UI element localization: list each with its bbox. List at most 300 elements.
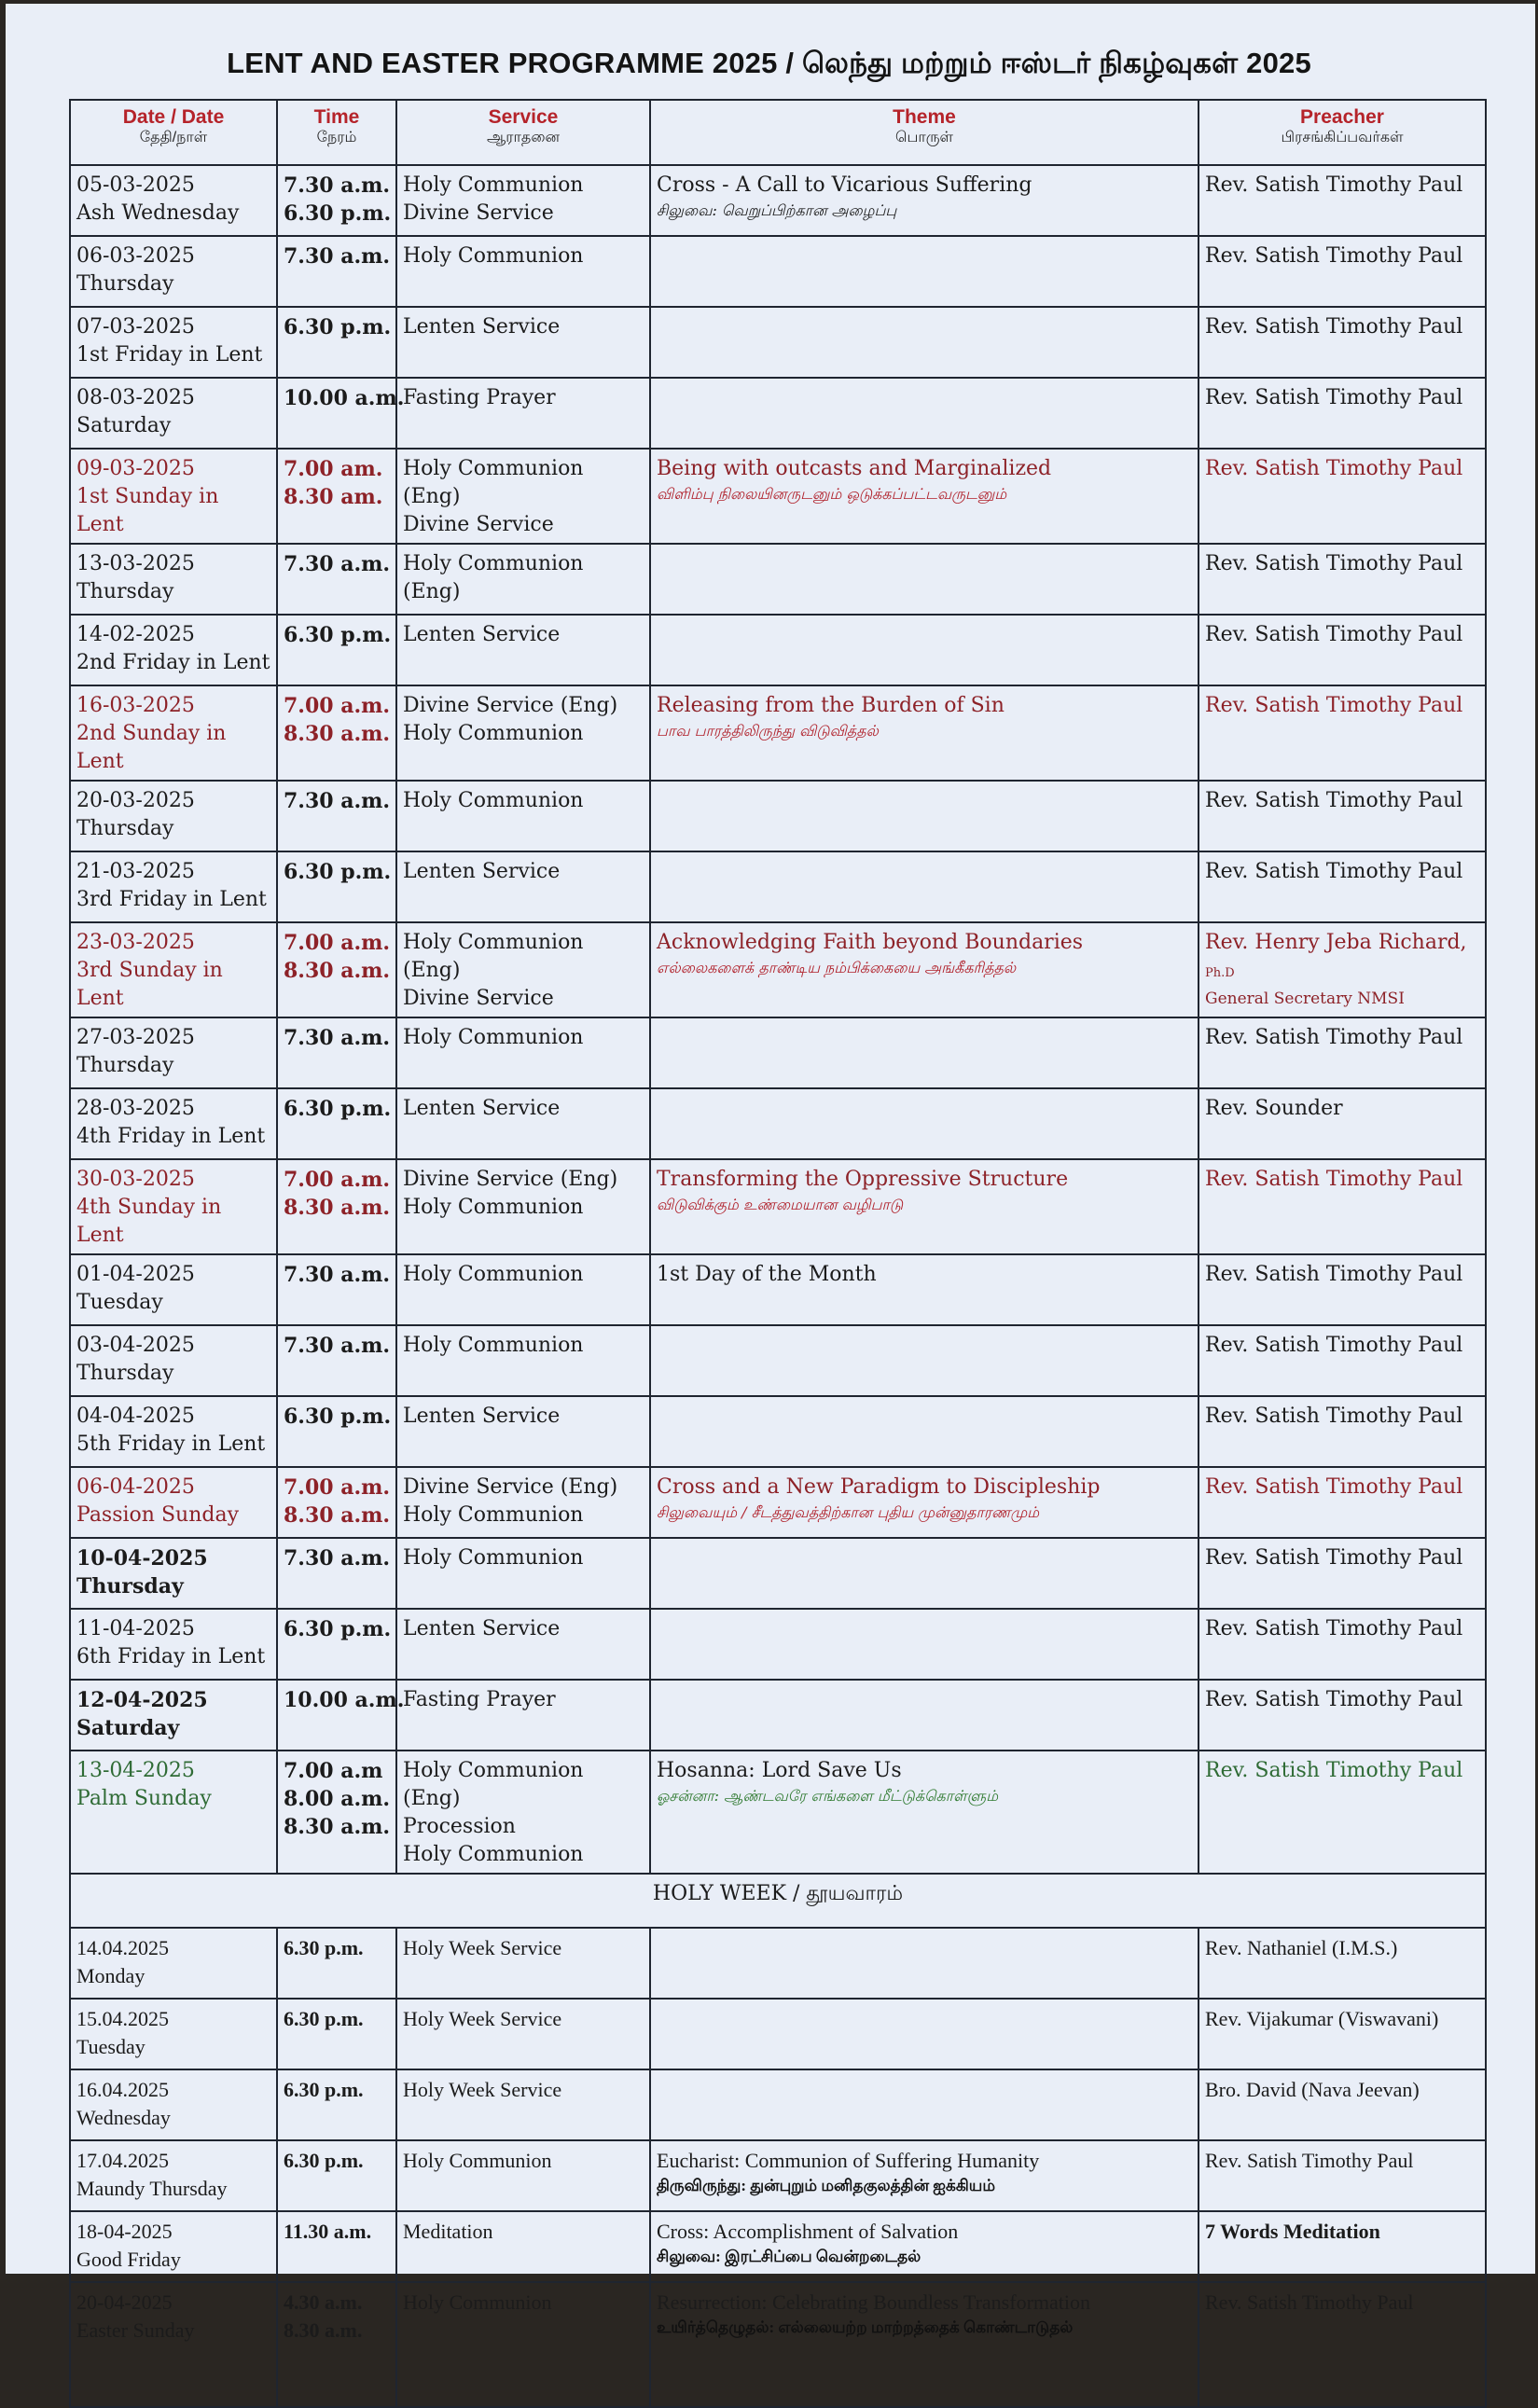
theme-tamil: சிலுவையும் / சீடத்துவத்திற்கான புதிய முன்னுதாரணமும் bbox=[657, 1503, 1040, 1521]
service-cell bbox=[396, 378, 650, 449]
table-row bbox=[70, 1017, 1486, 1088]
preacher: Rev. Satish Timothy Paul bbox=[1205, 1475, 1463, 1499]
table-row bbox=[70, 1396, 1486, 1467]
theme-cell bbox=[650, 1680, 1199, 1751]
date: 15.04.2025 bbox=[76, 2007, 169, 2030]
theme: Cross: Accomplishment of Salvation bbox=[657, 2220, 959, 2243]
date-cell bbox=[70, 851, 277, 922]
day-label: Thursday bbox=[76, 1362, 174, 1385]
time-cell bbox=[277, 165, 396, 236]
theme-tamil: திருவிருந்து: துன்புறும் மனிதகுலத்தின் ஐக்கியம் bbox=[657, 2177, 996, 2194]
service-cell bbox=[396, 615, 650, 685]
date-cell bbox=[70, 307, 277, 378]
date-cell bbox=[70, 922, 277, 1017]
day-label: 4th Sunday in Lent bbox=[76, 1196, 222, 1247]
time-cell bbox=[277, 2282, 396, 2407]
header-date-ta: தேதி/நாள் bbox=[139, 130, 208, 145]
date: 20-04-2025 bbox=[76, 2290, 173, 2314]
theme-cell bbox=[650, 1538, 1199, 1609]
date: 04-04-2025 bbox=[76, 1405, 195, 1428]
day-label: 4th Friday in Lent bbox=[76, 1125, 266, 1148]
time-cell bbox=[277, 1751, 396, 1874]
service: Divine Service bbox=[403, 201, 554, 225]
date-cell bbox=[70, 2282, 277, 2407]
table-row bbox=[70, 1609, 1486, 1680]
day-label: 3rd Sunday in Lent bbox=[76, 959, 223, 1010]
date-cell bbox=[70, 1159, 277, 1254]
table-row bbox=[70, 307, 1486, 378]
preacher: Rev. Satish Timothy Paul bbox=[1205, 1546, 1463, 1570]
date-cell bbox=[70, 1609, 277, 1680]
time: 11.30 a.m. bbox=[284, 2220, 372, 2243]
header-date bbox=[70, 100, 277, 165]
theme-tamil: விளிம்பு நிலையினருடனும் ஒடுக்கப்பட்டவருடனும் bbox=[657, 485, 1007, 503]
theme-cell bbox=[650, 1999, 1199, 2069]
time: 8.30 am. bbox=[284, 485, 383, 509]
date-cell bbox=[70, 1928, 277, 1999]
preacher-cell bbox=[1199, 1325, 1486, 1396]
service-cell bbox=[396, 1159, 650, 1254]
theme-cell bbox=[650, 615, 1199, 685]
day-label: Thursday bbox=[76, 580, 174, 603]
date-cell bbox=[70, 1680, 277, 1751]
preacher: Rev. Satish Timothy Paul bbox=[1205, 1617, 1463, 1640]
lent-rows bbox=[70, 165, 1486, 1874]
theme-cell bbox=[650, 1467, 1199, 1538]
preacher: Bro. David (Nava Jeevan) bbox=[1205, 2078, 1420, 2101]
preacher: Rev. Vijakumar (Viswavani) bbox=[1205, 2007, 1439, 2030]
service-cell bbox=[396, 307, 650, 378]
table-row bbox=[70, 1680, 1486, 1751]
service-cell bbox=[396, 781, 650, 851]
service: Holy Communion (Eng) bbox=[403, 457, 584, 508]
theme: Being with outcasts and Marginalized bbox=[657, 457, 1052, 480]
day-label: Passion Sunday bbox=[76, 1503, 239, 1527]
time-cell bbox=[277, 685, 396, 781]
service-cell bbox=[396, 851, 650, 922]
holy-week-heading-row bbox=[70, 1874, 1486, 1928]
date-cell bbox=[70, 378, 277, 449]
date-cell bbox=[70, 1538, 277, 1609]
table-row bbox=[70, 165, 1486, 236]
time-cell bbox=[277, 851, 396, 922]
preacher: Rev. Satish Timothy Paul bbox=[1205, 1405, 1463, 1428]
day-label: Saturday bbox=[76, 1716, 180, 1740]
theme-tamil: ஓசன்னா: ஆண்டவரே எங்களை மீட்டுக்கொள்ளும் bbox=[657, 1787, 999, 1805]
preacher-cell bbox=[1199, 2211, 1486, 2282]
service-cell bbox=[396, 2282, 650, 2407]
time: 6.30 p.m. bbox=[284, 2149, 364, 2172]
date-cell bbox=[70, 544, 277, 615]
time: 6.30 p.m. bbox=[284, 315, 392, 339]
date-cell bbox=[70, 1999, 277, 2069]
date-cell bbox=[70, 685, 277, 781]
service: Holy Communion bbox=[403, 1546, 584, 1570]
preacher-cell bbox=[1199, 1928, 1486, 1999]
preacher-cell bbox=[1199, 378, 1486, 449]
service-cell bbox=[396, 1928, 650, 1999]
day-label: 6th Friday in Lent bbox=[76, 1645, 266, 1668]
time-cell bbox=[277, 1928, 396, 1999]
date: 18-04-2025 bbox=[76, 2220, 173, 2243]
header-theme bbox=[650, 100, 1199, 165]
theme: Releasing from the Burden of Sin bbox=[657, 694, 1005, 717]
time: 7.30 a.m. bbox=[284, 789, 391, 813]
theme-cell bbox=[650, 449, 1199, 544]
preacher-cell bbox=[1199, 1396, 1486, 1467]
theme-tamil: பாவ பாரத்திலிருந்து விடுவித்தல் bbox=[657, 722, 879, 740]
time-cell bbox=[277, 1467, 396, 1538]
preacher-cell bbox=[1199, 2140, 1486, 2211]
service-cell bbox=[396, 2140, 650, 2211]
table-row bbox=[70, 236, 1486, 307]
day-label: 1st Friday in Lent bbox=[76, 343, 263, 367]
preacher-title: General Secretary NMSI bbox=[1205, 989, 1405, 1008]
preacher: Rev. Henry Jeba Richard, bbox=[1205, 931, 1467, 954]
service-cell bbox=[396, 1088, 650, 1159]
time: 6.30 p.m. bbox=[284, 1617, 392, 1641]
time-cell bbox=[277, 2140, 396, 2211]
table-row bbox=[70, 1254, 1486, 1325]
service: Divine Service bbox=[403, 513, 554, 536]
preacher: Rev. Satish Timothy Paul bbox=[1205, 457, 1463, 480]
preacher: Rev. Satish Timothy Paul bbox=[1205, 1263, 1463, 1286]
service: Divine Service (Eng) bbox=[403, 694, 618, 717]
service-cell bbox=[396, 236, 650, 307]
table-row bbox=[70, 2069, 1486, 2140]
date-cell bbox=[70, 1325, 277, 1396]
service: Holy Communion bbox=[403, 1843, 584, 1866]
date-cell bbox=[70, 781, 277, 851]
time-cell bbox=[277, 615, 396, 685]
preacher: Rev. Satish Timothy Paul bbox=[1205, 694, 1463, 717]
preacher-cell bbox=[1199, 615, 1486, 685]
time: 8.30 a.m. bbox=[284, 722, 391, 746]
header-theme-en: Theme bbox=[893, 106, 956, 128]
day-label: 3rd Friday in Lent bbox=[76, 888, 267, 911]
header-service-en: Service bbox=[488, 106, 559, 128]
day-label: Maundy Thursday bbox=[76, 2177, 228, 2200]
preacher-cell bbox=[1199, 2069, 1486, 2140]
service: Holy Communion bbox=[403, 1503, 584, 1527]
service-cell bbox=[396, 544, 650, 615]
table-row bbox=[70, 1928, 1486, 1999]
time: 7.00 am. bbox=[284, 457, 383, 481]
service-cell bbox=[396, 1396, 650, 1467]
theme-cell bbox=[650, 685, 1199, 781]
service-cell bbox=[396, 685, 650, 781]
service: Holy Communion (Eng) bbox=[403, 1759, 584, 1810]
time: 6.30 p.m. bbox=[284, 2078, 364, 2101]
preacher: Rev. Satish Timothy Paul bbox=[1205, 2149, 1414, 2172]
service: Holy Communion bbox=[403, 1026, 584, 1049]
preacher: Rev. Satish Timothy Paul bbox=[1205, 173, 1463, 197]
theme-cell bbox=[650, 2282, 1199, 2407]
service: Holy Communion bbox=[403, 789, 584, 812]
time: 7.30 a.m. bbox=[284, 1026, 391, 1050]
service-cell bbox=[396, 1017, 650, 1088]
table-row bbox=[70, 2282, 1486, 2407]
service: Procession bbox=[403, 1815, 516, 1838]
preacher: Rev. Satish Timothy Paul bbox=[1205, 2290, 1414, 2314]
preacher: Rev. Satish Timothy Paul bbox=[1205, 1688, 1463, 1711]
day-label: Tuesday bbox=[76, 1291, 163, 1314]
time: 7.30 a.m. bbox=[284, 552, 391, 576]
preacher: Rev. Satish Timothy Paul bbox=[1205, 315, 1463, 339]
header-row bbox=[70, 100, 1486, 165]
table-row bbox=[70, 1999, 1486, 2069]
preacher: Rev. Satish Timothy Paul bbox=[1205, 386, 1463, 409]
date-cell bbox=[70, 1254, 277, 1325]
time: 8.30 a.m. bbox=[284, 959, 391, 983]
service: Divine Service bbox=[403, 987, 554, 1010]
service: Lenten Service bbox=[403, 623, 561, 646]
time: 6.30 p.m. bbox=[284, 860, 392, 884]
service-cell bbox=[396, 2211, 650, 2282]
header-preacher-en: Preacher bbox=[1300, 106, 1384, 128]
header-service bbox=[396, 100, 650, 165]
date: 01-04-2025 bbox=[76, 1263, 195, 1286]
date: 14.04.2025 bbox=[76, 1936, 169, 1959]
date: 05-03-2025 bbox=[76, 173, 195, 197]
service-cell bbox=[396, 1751, 650, 1874]
preacher-cell bbox=[1199, 165, 1486, 236]
preacher: Rev. Satish Timothy Paul bbox=[1205, 1026, 1463, 1049]
preacher-degree: Ph.D bbox=[1205, 966, 1235, 980]
theme-cell bbox=[650, 851, 1199, 922]
preacher-cell bbox=[1199, 1254, 1486, 1325]
time: 7.00 a.m. bbox=[284, 931, 391, 955]
date: 16-03-2025 bbox=[76, 694, 195, 717]
day-label: Tuesday bbox=[76, 2035, 145, 2058]
service: Holy Communion (Eng) bbox=[403, 931, 584, 982]
time: 8.30 a.m. bbox=[284, 1503, 391, 1528]
header-date-en: Date / Date bbox=[122, 106, 225, 128]
theme-cell bbox=[650, 165, 1199, 236]
date-cell bbox=[70, 449, 277, 544]
theme-cell bbox=[650, 1928, 1199, 1999]
date: 10-04-2025 bbox=[76, 1546, 208, 1571]
time-cell bbox=[277, 544, 396, 615]
preacher-cell bbox=[1199, 236, 1486, 307]
table-row bbox=[70, 1467, 1486, 1538]
date: 17.04.2025 bbox=[76, 2149, 169, 2172]
date-cell bbox=[70, 1088, 277, 1159]
table-row bbox=[70, 449, 1486, 544]
theme-tamil: சிலுவை: இரட்சிப்பை வென்றடைதல் bbox=[657, 2248, 921, 2265]
preacher-cell bbox=[1199, 1538, 1486, 1609]
time: 6.30 p.m. bbox=[284, 1936, 364, 1959]
theme-tamil: சிலுவை: வெறுப்பிற்கான அழைப்பு bbox=[657, 201, 897, 219]
day-label: Easter Sunday bbox=[76, 2318, 195, 2342]
preacher: Rev. Satish Timothy Paul bbox=[1205, 244, 1463, 268]
theme-cell bbox=[650, 2140, 1199, 2211]
service: Holy Communion bbox=[403, 244, 584, 268]
time: 6.30 p.m. bbox=[284, 1405, 392, 1429]
header-time bbox=[277, 100, 396, 165]
table-row bbox=[70, 851, 1486, 922]
preacher: Rev. Satish Timothy Paul bbox=[1205, 552, 1463, 575]
service-cell bbox=[396, 1680, 650, 1751]
table-row bbox=[70, 1159, 1486, 1254]
theme-cell bbox=[650, 781, 1199, 851]
time: 7.30 a.m. bbox=[284, 244, 391, 269]
date: 28-03-2025 bbox=[76, 1097, 195, 1120]
preacher-cell bbox=[1199, 1751, 1486, 1874]
theme-cell bbox=[650, 1751, 1199, 1874]
table-row bbox=[70, 1088, 1486, 1159]
service: Holy Week Service bbox=[403, 2007, 562, 2030]
theme: 1st Day of the Month bbox=[657, 1263, 877, 1286]
header-preacher bbox=[1199, 100, 1486, 165]
date: 27-03-2025 bbox=[76, 1026, 195, 1049]
service: Fasting Prayer bbox=[403, 386, 556, 409]
preacher: 7 Words Meditation bbox=[1205, 2220, 1380, 2243]
service: Divine Service (Eng) bbox=[403, 1168, 618, 1191]
service-cell bbox=[396, 1254, 650, 1325]
table-row bbox=[70, 2140, 1486, 2211]
day-label: Wednesday bbox=[76, 2106, 171, 2129]
service: Divine Service (Eng) bbox=[403, 1475, 618, 1499]
preacher: Rev. Satish Timothy Paul bbox=[1205, 1168, 1463, 1191]
page-title: LENT AND EASTER PROGRAMME 2025 / லெந்து மற்றும் ஈஸ்டர் நிகழ்வுகள் 2025 bbox=[227, 47, 1311, 79]
service: Lenten Service bbox=[403, 860, 561, 883]
theme-cell bbox=[650, 544, 1199, 615]
table-row bbox=[70, 922, 1486, 1017]
time-cell bbox=[277, 378, 405, 449]
theme: Cross and a New Paradigm to Discipleship bbox=[657, 1475, 1101, 1499]
date: 13-04-2025 bbox=[76, 1759, 195, 1782]
time: 8.30 a.m. bbox=[284, 1196, 391, 1220]
table-row bbox=[70, 1325, 1486, 1396]
header-service-ta: ஆராதனை bbox=[487, 130, 560, 145]
date: 20-03-2025 bbox=[76, 789, 195, 812]
time-cell bbox=[277, 236, 396, 307]
day-label: Thursday bbox=[76, 817, 174, 840]
theme: Hosanna: Lord Save Us bbox=[657, 1759, 902, 1782]
service: Lenten Service bbox=[403, 315, 561, 339]
theme-cell bbox=[650, 2211, 1199, 2282]
service: Lenten Service bbox=[403, 1405, 561, 1428]
preacher: Rev. Satish Timothy Paul bbox=[1205, 860, 1463, 883]
time: 7.30 a.m. bbox=[284, 1263, 391, 1287]
time: 10.00 a.m. bbox=[284, 1688, 405, 1712]
time: 7.30 a.m. bbox=[284, 173, 391, 198]
preacher-cell bbox=[1199, 544, 1486, 615]
date: 30-03-2025 bbox=[76, 1168, 195, 1191]
theme-tamil: எல்லைகளைக் தாண்டிய நம்பிக்கையை அங்கீகரித்தல் bbox=[657, 959, 1017, 976]
day-label: Ash Wednesday bbox=[76, 201, 240, 225]
time: 10.00 a.m. bbox=[284, 386, 405, 410]
time-cell bbox=[277, 1088, 396, 1159]
date: 03-04-2025 bbox=[76, 1334, 195, 1357]
date-cell bbox=[70, 2069, 277, 2140]
time: 8.30 a.m. bbox=[284, 1815, 391, 1839]
theme-cell bbox=[650, 1254, 1199, 1325]
service-cell bbox=[396, 1609, 650, 1680]
service: Holy Communion bbox=[403, 173, 584, 197]
theme-cell bbox=[650, 1609, 1199, 1680]
date-cell bbox=[70, 1396, 277, 1467]
preacher-cell bbox=[1199, 1999, 1486, 2069]
date: 06-04-2025 bbox=[76, 1475, 195, 1499]
day-label: Good Friday bbox=[76, 2248, 181, 2271]
day-label: 1st Sunday in Lent bbox=[76, 485, 219, 536]
time-cell bbox=[277, 1396, 396, 1467]
preacher: Rev. Sounder bbox=[1205, 1097, 1343, 1120]
programme-table bbox=[69, 99, 1487, 2408]
preacher-cell bbox=[1199, 922, 1486, 1017]
header-theme-ta: பொருள் bbox=[895, 130, 953, 145]
theme-cell bbox=[650, 378, 1199, 449]
header-time-en: Time bbox=[313, 106, 360, 128]
date: 21-03-2025 bbox=[76, 860, 195, 883]
preacher-cell bbox=[1199, 2282, 1486, 2407]
theme: Resurrection: Celebrating Boundless Transformation bbox=[657, 2290, 1090, 2314]
theme-cell bbox=[650, 1088, 1199, 1159]
service-cell bbox=[396, 922, 650, 1017]
time-cell bbox=[277, 1254, 396, 1325]
preacher-cell bbox=[1199, 1680, 1486, 1751]
time: 7.00 a.m. bbox=[284, 1475, 391, 1500]
service: Holy Communion bbox=[403, 2290, 552, 2314]
time-cell bbox=[277, 449, 396, 544]
day-label: Thursday bbox=[76, 1574, 184, 1598]
day-label: Thursday bbox=[76, 272, 174, 296]
date-cell bbox=[70, 1751, 277, 1874]
date: 23-03-2025 bbox=[76, 931, 195, 954]
time: 7.00 a.m bbox=[284, 1759, 383, 1783]
service-cell bbox=[396, 165, 650, 236]
time-cell bbox=[277, 1999, 396, 2069]
preacher: Rev. Nathaniel (I.M.S.) bbox=[1205, 1936, 1398, 1959]
theme-cell bbox=[650, 236, 1199, 307]
header-preacher-ta: பிரசங்கிப்பவர்கள் bbox=[1281, 130, 1404, 145]
table-row bbox=[70, 1751, 1486, 1874]
service: Holy Communion bbox=[403, 1196, 584, 1219]
day-label: 2nd Sunday in Lent bbox=[76, 722, 227, 773]
theme-cell bbox=[650, 1159, 1199, 1254]
table-row bbox=[70, 378, 1486, 449]
time: 6.30 p.m. bbox=[284, 2007, 364, 2030]
date: 06-03-2025 bbox=[76, 244, 195, 268]
service-cell bbox=[396, 1325, 650, 1396]
preacher: Rev. Satish Timothy Paul bbox=[1205, 789, 1463, 812]
preacher-cell bbox=[1199, 1609, 1486, 1680]
service: Holy Communion bbox=[403, 2149, 552, 2172]
time-cell bbox=[277, 1017, 396, 1088]
date: 16.04.2025 bbox=[76, 2078, 169, 2101]
service: Holy Communion bbox=[403, 722, 584, 745]
table-row bbox=[70, 2211, 1486, 2282]
service: Holy Week Service bbox=[403, 1936, 562, 1959]
service: Holy Communion bbox=[403, 1334, 584, 1357]
time-cell bbox=[277, 1538, 396, 1609]
time: 7.00 a.m. bbox=[284, 694, 391, 718]
service: Lenten Service bbox=[403, 1097, 561, 1120]
date-cell bbox=[70, 2140, 277, 2211]
theme: Cross - A Call to Vicarious Suffering bbox=[657, 173, 1032, 197]
day-label: Saturday bbox=[76, 414, 172, 437]
theme-tamil: உயிர்த்தெழுதல்: எல்லையற்ற மாற்றத்தைக் கொண்டாடுதல் bbox=[657, 2318, 1074, 2336]
day-label: 5th Friday in Lent bbox=[76, 1432, 266, 1456]
date: 07-03-2025 bbox=[76, 315, 195, 339]
theme-cell bbox=[650, 307, 1199, 378]
theme: Transforming the Oppressive Structure bbox=[657, 1168, 1069, 1191]
preacher-cell bbox=[1199, 307, 1486, 378]
date-cell bbox=[70, 165, 277, 236]
date: 11-04-2025 bbox=[76, 1617, 195, 1640]
